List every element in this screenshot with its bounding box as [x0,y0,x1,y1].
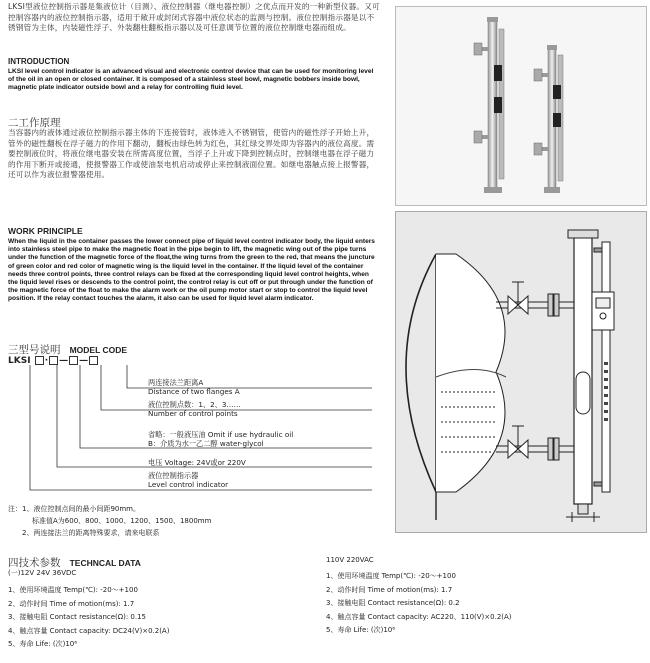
model-code-string: LKSI · — — [8,356,99,366]
principle-cn-paragraph: 当容器内的液体通过液位控制指示器主体的下连接管时，液体进入不锈钢管，使管内的磁性浮子开始上升，管外的磁性翻板在浮子磁力的作用下翻动，翻板由绿色转为红色，其红绿交界处即为容器内的液位高度。需要控制液位时，将液位继电器安装在所需高度位置，当浮子上升或下降到控制点时，控制继电器在浮子磁力的作用下断开或接通，使报警器工作或使油泵电机启动或停止来控制液面位置。如继电器触点接上报警器，还可以作为液位报警器使用。 [8,128,375,180]
tech-right-heading: 110V 220VAC [326,556,374,564]
model-row-5-en: Level control indicator [148,480,229,489]
model-row-3 [148,430,293,448]
model-title-cn: 三型号说明 [8,344,61,356]
model-row-2-en: Number of control points [148,409,238,418]
model-row-4 [148,458,246,467]
tech-title-en: TECHNCAL DATA [69,558,141,568]
model-row-4-cn: 电压 Voltage: 24V或or 220V [148,458,246,467]
model-row-5 [148,471,228,489]
tech-right-item-2: 2、动作时间 Time of motion(ms): 1.7 [326,585,453,594]
model-note-2: 标准值A为600、800、1000、1200、1500、1800mm [32,517,212,525]
tech-right-item-1: 1、使用环境温度 Temp(℃): -20～+100 [326,572,456,580]
tech-left-heading: (一)12V 24V 36VDC [8,569,77,577]
intro-title-en: INTRODUCTION [8,57,70,66]
tech-left-item-2: 2、动作时间 Time of motion(ms): 1.7 [8,599,135,608]
tech-left-item-4: 4、触点容量 Contact capacity: DC24(V)×0.2(A) [8,626,170,635]
model-prefix: LKSI [8,356,31,366]
model-row-2-cn: 液位控制点数：1、2、3…… [148,400,241,409]
intro-cn-paragraph: LKSI型液位控制指示器是集液位计（目测）、液位控制器（继电器控制）之优点而开发的一种新型仪器。又可控制容器内的液位控制指示器，适用于敞开或封闭式容器中液位状态的监测与控制。液位控制指示器是以不锈钢管为主体，内装磁性浮子、外装翻柱翻板指示器以及可任意调节位置的液位控制继电器而组成。 [8,2,380,33]
model-row-3-cn: 省略：一般液压油 Omit if use hydraulic oil [148,430,294,439]
principle-title-en: WORK PRINCIPLE [8,226,83,236]
intro-en-paragraph: LKSI level control indicator is an advanced visual and electronic control device that can be used for monitoring level of the oil in an open or closed container. It is composed of a stainless steel bowl, magnetic bobbers inside bowl, magnetic plate indicator outside bowl and a relay for controlling fluid level. [8,68,374,92]
model-row-1-cn: 两连接法兰距离A [148,378,204,387]
model-row-1-en: Distance of two flanges A [148,387,240,396]
model-row-3-en: B：介质为水一乙二醇 water-glycol [148,439,264,448]
tech-right-list [326,570,512,638]
model-title [8,338,127,357]
installation-diagram-drawing [396,212,646,532]
tech-left-list [8,584,169,652]
model-row-2 [148,400,241,418]
principle-title-cn: 二工作原理 [8,117,61,129]
principle-en-paragraph: When the liquid in the container passes the lower connect pipe of liquid level control indicator body, the liquid enters into stainless steel pipe to make the magnetic float in the pipe begin to lift, the magnetic wing out of the pipe turns under the function of the magnetic force of the float,the wing turns from the green to the red, that means the juncture of green color and red color of magnetic wing is the liquid level in the container. If the liquid level of the container needs three control points, three control relays can be fixed at the corresponding liquid level control heights, when the liquid level rises or descends to the control point, the control relay is cut off or put through under the function of the magnetic force of the float to make the alarm work or the oil pump motor start or stop to control the liquid level position. If the relay contact touches the alarm, it also can be used for liquid level alarm indicator. [8,238,375,303]
model-row-5-cn: 液位控制指示器 [148,471,199,480]
tech-left-item-5: 5、寿命 Life: (次)10⁶ [8,640,78,648]
installation-diagram [395,211,647,533]
tech-left-item-1: 1、使用环境温度 Temp(℃): -20～+100 [8,586,138,594]
product-photo [395,6,647,206]
tech-title-cn: 四技术参数 [8,557,61,569]
model-note-1: 注：1、液位控制点间的最小间距90mm。 [8,505,140,513]
tech-left-item-3: 3、接触电阻 Contact resistance(Ω): 0.15 [8,613,147,621]
tech-right-item-4: 4、触点容量 Contact capacity: AC220、110(V)×0.2(A) [326,612,512,621]
tech-right-item-5: 5、寿命 Life: (次)10⁶ [326,626,396,634]
model-note-3: 2、两连接法兰的距离特殊要求，请来电联系 [22,529,160,537]
model-row-1 [148,378,240,396]
product-photo-illustration [396,7,646,205]
model-title-en: MODEL CODE [69,345,128,355]
tech-right-item-3: 3、接触电阻 Contact resistance(Ω): 0.2 [326,599,460,607]
tech-title [8,551,141,570]
